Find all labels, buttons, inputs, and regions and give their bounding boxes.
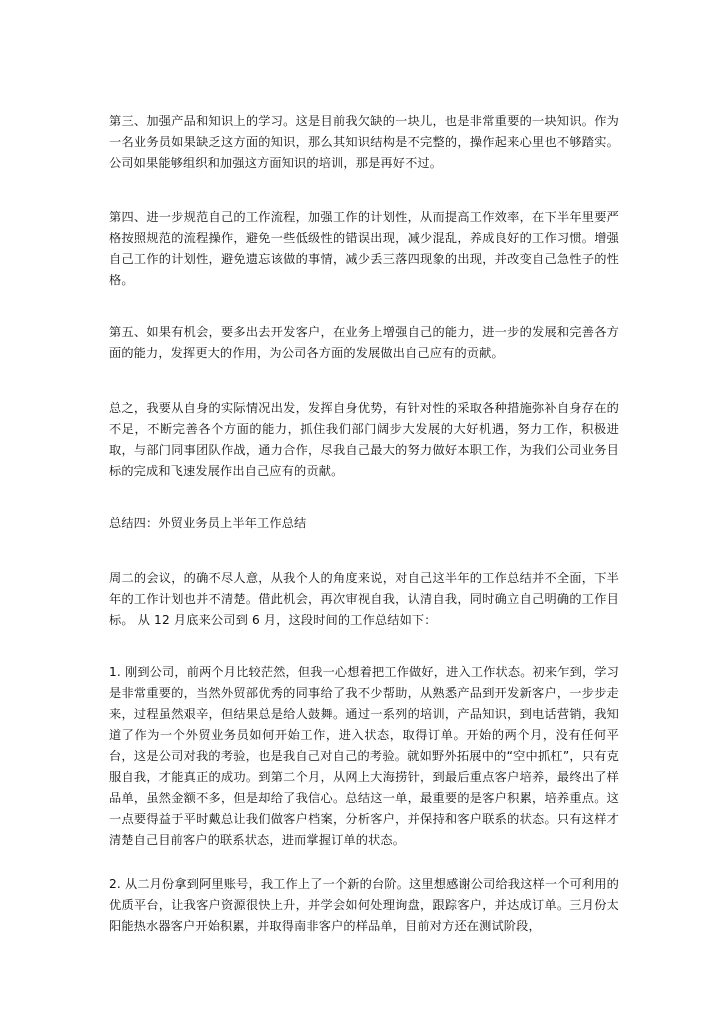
- section-heading: 总结四：外贸业务员上半年工作总结: [109, 516, 307, 530]
- paragraph-strengthen-learning: 第三、加强产品和知识上的学习。这是目前我欠缺的一块儿，也是非常重要的一块知识。作为一名业务员如果缺乏这方面的知识，那么其知识结构是不完整的，操作起来心里也不够踏实。公司如果能够组织和加强这方面知识的培训，那是再好不过。: [109, 114, 619, 170]
- paragraph-item-1: 1. 刚到公司，前两个月比较茫然，但我一心想着把工作做好，进入工作状态。初来乍到，学习是非常重要的，当然外贸部优秀的同事给了我不少帮助，从熟悉产品到开发新客户，一步步走来，过程虽然艰辛，但结果总是给人鼓舞。通过一系列的培训，产品知识，到电话营销，我知道了作为一个外贸业务员如何开始工作，进入状态，取得订单。开始的两个月，没有任何平台，这是公司对我的考验，也是我自己对自己的考验。就如野外拓展中的“空中抓杠”，只有克服自我，才能真正的成功。到第二个月，从网上大海捞针，到最后重点客户培养，最终出了样品单，虽然金额不多，但是却给了我信心。总结这一单，最重要的是客户积累，培养重点。这一点要得益于平时戴总让我们做客户档案，分析客户，并保持和客户联系的状态。只有这样才清楚自己目前客户的联系状态，进而掌握订单的状态。: [109, 665, 619, 847]
- paragraph-meeting-intro: 周二的会议，的确不尽人意，从我个人的角度来说，对自己这半年的工作总结并不全面，下半年的工作计划也并不清楚。借此机会，再次审视自我，认清自我，同时确立自己明确的工作目标。 从 12 月底来公司到 6 月，这段时间的工作总结如下：: [109, 571, 619, 627]
- paragraph-item-2: 2. 从二月份拿到阿里账号，我工作上了一个新的台阶。这里想感谢公司给我这样一个可利用的优质平台，让我客户资源很快上升，并学会如何处理询盘，跟踪客户，并达成订单。三月份太阳能热水器客户开始积累，并取得南非客户的样品单，目前对方还在测试阶段，: [109, 877, 619, 933]
- paragraph-develop-customers: 第五、如果有机会，要多出去开发客户，在业务上增强自己的能力，进一步的发展和完善各方面的能力，发挥更大的作用，为公司各方面的发展做出自己应有的贡献。: [109, 325, 619, 360]
- paragraph-standardize-workflow: 第四、进一步规范自己的工作流程，加强工作的计划性，从而提高工作效率，在下半年里要严格按照规范的流程操作，避免一些低级性的错误出现，减少混乱，养成良好的工作习惯。增强自己工作的计划性，避免遗忘该做的事情，减少丢三落四现象的出现，并改变自己急性子的性格。: [109, 210, 619, 287]
- paragraph-conclusion: 总之，我要从自身的实际情况出发，发挥自身优势，有针对性的采取各种措施弥补自身存在的不足，不断完善各个方面的能力，抓住我们部门阔步大发展的大好机遇，努力工作，积极进取，与部门同事团队作战，通力合作，尽我自己最大的努力做好本职工作，为我们公司业务目标的完成和飞速发展作出自己应有的贡献。: [109, 401, 619, 478]
